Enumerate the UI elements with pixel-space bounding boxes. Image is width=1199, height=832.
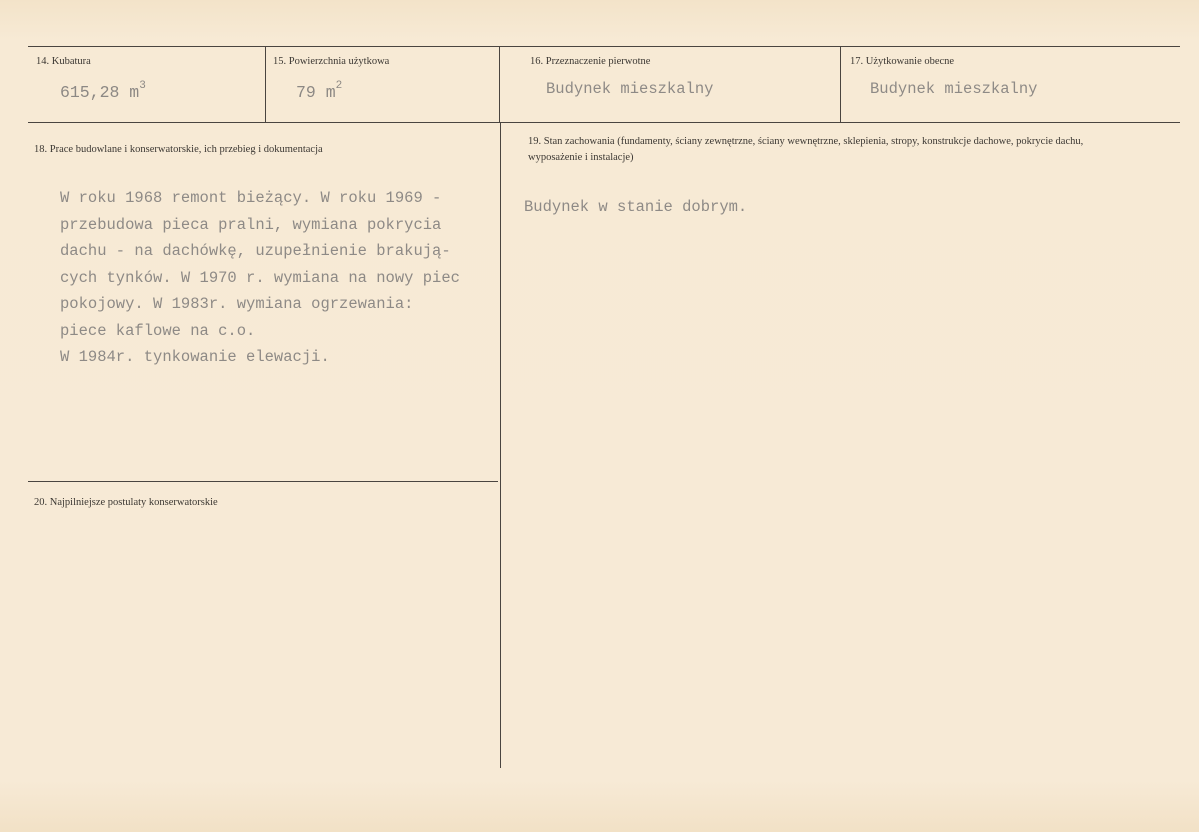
przeznaczenie-value: Budynek mieszkalny [546, 80, 714, 98]
kubatura-label: 14. Kubatura [36, 56, 91, 67]
prace-line: przebudowa pieca pralni, wymiana pokrycia [60, 215, 442, 234]
powierzchnia-number: 79 m [296, 83, 336, 102]
przeznaczenie-label: 16. Przeznaczenie pierwotne [530, 56, 651, 67]
row2-bottom-rule [28, 481, 498, 482]
uzytkowanie-value: Budynek mieszkalny [870, 80, 1038, 98]
powierzchnia-unit-exponent: 2 [335, 80, 343, 92]
powierzchnia-label: 15. Powierzchnia użytkowa [273, 56, 390, 67]
main-column-divider [500, 123, 501, 768]
prace-budowlane-label: 18. Prace budowlane i konserwatorskie, ich przebieg i dokumentacja [34, 144, 323, 155]
kubatura-unit-exponent: 3 [139, 80, 146, 92]
kubatura-number: 615,28 m [60, 83, 140, 102]
prace-line: W 1984r. tynkowanie elewacji. [60, 348, 330, 366]
postulaty-label: 20. Najpilniejsze postulaty konserwatorskie [34, 497, 218, 508]
kubatura-value [60, 80, 146, 102]
divider-14-15 [265, 47, 266, 122]
row1-bottom-rule [28, 122, 1180, 123]
prace-line: cych tynków. W 1970 r. wymiana na nowy piec [60, 268, 460, 287]
stan-zachowania-value: Budynek w stanie dobrym. [524, 198, 748, 216]
prace-line: piece kaflowe na c.o. [60, 321, 256, 340]
top-rule [28, 46, 1180, 47]
uzytkowanie-label: 17. Użytkowanie obecne [850, 56, 955, 67]
powierzchnia-value [296, 80, 342, 102]
divider-15-16 [499, 47, 500, 122]
prace-line: dachu - na dachówkę, uzupełnienie brakują- [60, 242, 451, 260]
divider-16-17 [840, 47, 841, 122]
stan-zachowania-label: 19. Stan zachowania (fundamenty, ściany zewnętrzne, ściany wewnętrzne, sklepienia, stropy, konstrukcje dachowe, pokrycie dachu, wyposażenie i instalacje) [528, 136, 1084, 163]
prace-line: pokojowy. W 1983r. wymiana ogrzewania: [60, 295, 414, 313]
prace-line: W roku 1968 remont bieżący. W roku 1969 - [60, 189, 442, 207]
prace-budowlane-text [60, 185, 460, 371]
